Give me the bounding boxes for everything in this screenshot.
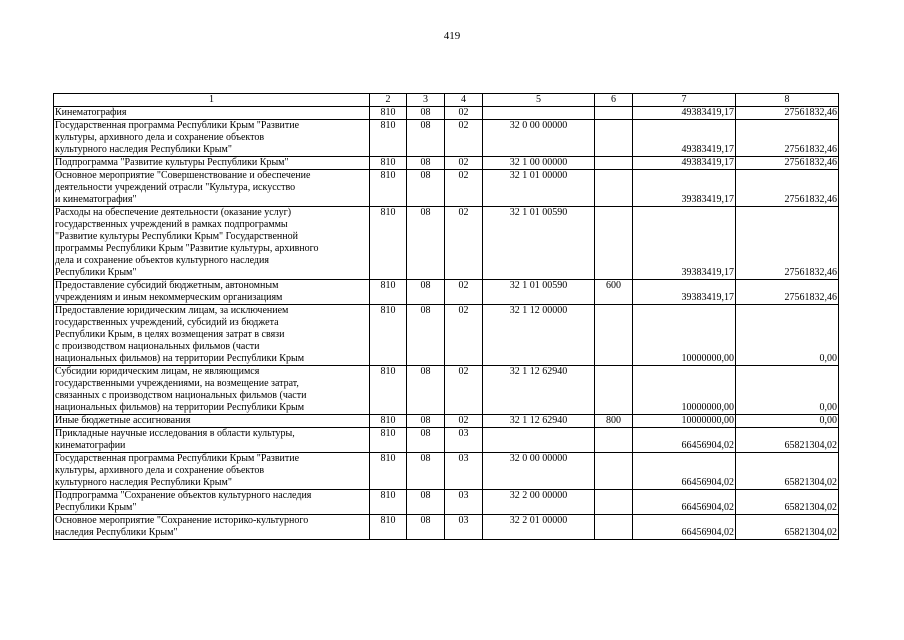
- amount-cell: 27561832,46: [736, 157, 839, 170]
- code-cell: [595, 305, 633, 366]
- amount-cell: 0,00: [736, 305, 839, 366]
- code-cell: 32 0 00 00000: [483, 120, 595, 157]
- row-name-cell: Подпрограмма "Развитие культуры Республики Крым": [54, 157, 370, 170]
- code-cell: 810: [370, 170, 407, 207]
- table-row: [54, 305, 839, 366]
- amount-cell: 39383419,17: [633, 170, 736, 207]
- row-name-cell: Государственная программа Республики Крым "Развитие культуры, архивного дела и сохранение объектов культурного наследия Республики Крым": [54, 120, 370, 157]
- row-name-cell: Прикладные научные исследования в области культуры, кинематографии: [54, 428, 370, 453]
- code-cell: [483, 107, 595, 120]
- code-cell: 810: [370, 207, 407, 280]
- table-row: [54, 415, 839, 428]
- code-cell: [595, 207, 633, 280]
- code-cell: 32 0 00 00000: [483, 453, 595, 490]
- header-row: [54, 94, 839, 107]
- code-cell: [595, 170, 633, 207]
- code-cell: 08: [407, 490, 445, 515]
- code-cell: 08: [407, 515, 445, 540]
- table-row: [54, 428, 839, 453]
- code-cell: [595, 515, 633, 540]
- column-header: 4: [445, 94, 483, 107]
- code-cell: 02: [445, 366, 483, 415]
- table-row: [54, 515, 839, 540]
- code-cell: 810: [370, 515, 407, 540]
- code-cell: 810: [370, 428, 407, 453]
- code-cell: 02: [445, 157, 483, 170]
- code-cell: 08: [407, 207, 445, 280]
- amount-cell: 0,00: [736, 366, 839, 415]
- code-cell: [595, 453, 633, 490]
- code-cell: 32 1 00 00000: [483, 157, 595, 170]
- code-cell: 810: [370, 107, 407, 120]
- column-header: 2: [370, 94, 407, 107]
- budget-table: [53, 93, 839, 540]
- row-name-cell: Основное мероприятие "Сохранение историко-культурного наследия Республики Крым": [54, 515, 370, 540]
- code-cell: 32 2 00 00000: [483, 490, 595, 515]
- row-name-cell: Предоставление юридическим лицам, за исключением государственных учреждений, субсидий из бюджета Республики Крым, в целях возмещения затрат в связи с производством национальных фильмов (части национальных фильмов) на территории Республики Крым: [54, 305, 370, 366]
- code-cell: 32 1 01 00590: [483, 280, 595, 305]
- amount-cell: 49383419,17: [633, 120, 736, 157]
- amount-cell: 0,00: [736, 415, 839, 428]
- code-cell: 02: [445, 280, 483, 305]
- column-header: 7: [633, 94, 736, 107]
- amount-cell: 10000000,00: [633, 305, 736, 366]
- amount-cell: 66456904,02: [633, 515, 736, 540]
- code-cell: 08: [407, 428, 445, 453]
- column-header: 3: [407, 94, 445, 107]
- amount-cell: 66456904,02: [633, 490, 736, 515]
- code-cell: 08: [407, 305, 445, 366]
- code-cell: 08: [407, 170, 445, 207]
- code-cell: 02: [445, 170, 483, 207]
- code-cell: 08: [407, 157, 445, 170]
- code-cell: 03: [445, 453, 483, 490]
- amount-cell: 65821304,02: [736, 515, 839, 540]
- code-cell: 600: [595, 280, 633, 305]
- code-cell: 810: [370, 490, 407, 515]
- code-cell: 02: [445, 305, 483, 366]
- code-cell: 810: [370, 453, 407, 490]
- code-cell: [483, 428, 595, 453]
- code-cell: [595, 428, 633, 453]
- code-cell: 08: [407, 120, 445, 157]
- amount-cell: 10000000,00: [633, 415, 736, 428]
- row-name-cell: Расходы на обеспечение деятельности (оказание услуг) государственных учреждений в рамках подпрограммы "Развитие культуры Республики Крым" Государственной программы Республики Крым "Развитие культуры, архивного дела и сохранение объектов культурного наследия Республики Крым": [54, 207, 370, 280]
- column-header: 1: [54, 94, 370, 107]
- code-cell: 32 2 01 00000: [483, 515, 595, 540]
- table-row: [54, 120, 839, 157]
- code-cell: 02: [445, 107, 483, 120]
- code-cell: 32 1 12 62940: [483, 366, 595, 415]
- code-cell: 08: [407, 366, 445, 415]
- code-cell: 810: [370, 366, 407, 415]
- amount-cell: 65821304,02: [736, 453, 839, 490]
- code-cell: 08: [407, 415, 445, 428]
- code-cell: 08: [407, 107, 445, 120]
- row-name-cell: Иные бюджетные ассигнования: [54, 415, 370, 428]
- code-cell: 32 1 12 62940: [483, 415, 595, 428]
- amount-cell: 49383419,17: [633, 107, 736, 120]
- column-header: 6: [595, 94, 633, 107]
- code-cell: 03: [445, 490, 483, 515]
- amount-cell: 39383419,17: [633, 280, 736, 305]
- code-cell: 810: [370, 415, 407, 428]
- code-cell: [595, 157, 633, 170]
- code-cell: 03: [445, 428, 483, 453]
- code-cell: 32 1 12 00000: [483, 305, 595, 366]
- row-name-cell: Основное мероприятие "Совершенствование и обеспечение деятельности учреждений отрасли "Культура, искусство и кинематография": [54, 170, 370, 207]
- amount-cell: 49383419,17: [633, 157, 736, 170]
- row-name-cell: Субсидии юридическим лицам, не являющимся государственными учреждениями, на возмещение затрат, связанных с производством национальных фильмов (части национальных фильмов) на территории Республики Крым: [54, 366, 370, 415]
- table-row: [54, 170, 839, 207]
- code-cell: [595, 366, 633, 415]
- code-cell: 03: [445, 515, 483, 540]
- column-header: 8: [736, 94, 839, 107]
- amount-cell: 65821304,02: [736, 428, 839, 453]
- table-row: [54, 207, 839, 280]
- row-name-cell: Кинематография: [54, 107, 370, 120]
- table-row: [54, 453, 839, 490]
- code-cell: [595, 490, 633, 515]
- code-cell: 02: [445, 415, 483, 428]
- amount-cell: 66456904,02: [633, 428, 736, 453]
- code-cell: [595, 120, 633, 157]
- table-row: [54, 157, 839, 170]
- code-cell: 02: [445, 207, 483, 280]
- amount-cell: 27561832,46: [736, 120, 839, 157]
- row-name-cell: Предоставление субсидий бюджетным, автономным учреждениям и иным некоммерческим организациям: [54, 280, 370, 305]
- table-body: [54, 94, 839, 540]
- code-cell: 08: [407, 280, 445, 305]
- code-cell: 32 1 01 00000: [483, 170, 595, 207]
- row-name-cell: Подпрограмма "Сохранение объектов культурного наследия Республики Крым": [54, 490, 370, 515]
- amount-cell: 10000000,00: [633, 366, 736, 415]
- amount-cell: 27561832,46: [736, 207, 839, 280]
- code-cell: 08: [407, 453, 445, 490]
- table-row: [54, 107, 839, 120]
- code-cell: 02: [445, 120, 483, 157]
- amount-cell: 39383419,17: [633, 207, 736, 280]
- code-cell: 810: [370, 280, 407, 305]
- code-cell: 32 1 01 00590: [483, 207, 595, 280]
- table-row: [54, 280, 839, 305]
- table-row: [54, 366, 839, 415]
- amount-cell: 66456904,02: [633, 453, 736, 490]
- row-name-cell: Государственная программа Республики Крым "Развитие культуры, архивного дела и сохранение объектов культурного наследия Республики Крым": [54, 453, 370, 490]
- code-cell: 810: [370, 305, 407, 366]
- table-row: [54, 490, 839, 515]
- page-number: 419: [443, 30, 461, 42]
- amount-cell: 27561832,46: [736, 170, 839, 207]
- code-cell: 810: [370, 157, 407, 170]
- amount-cell: 27561832,46: [736, 107, 839, 120]
- amount-cell: 27561832,46: [736, 280, 839, 305]
- column-header: 5: [483, 94, 595, 107]
- code-cell: 810: [370, 120, 407, 157]
- code-cell: [595, 107, 633, 120]
- code-cell: 800: [595, 415, 633, 428]
- amount-cell: 65821304,02: [736, 490, 839, 515]
